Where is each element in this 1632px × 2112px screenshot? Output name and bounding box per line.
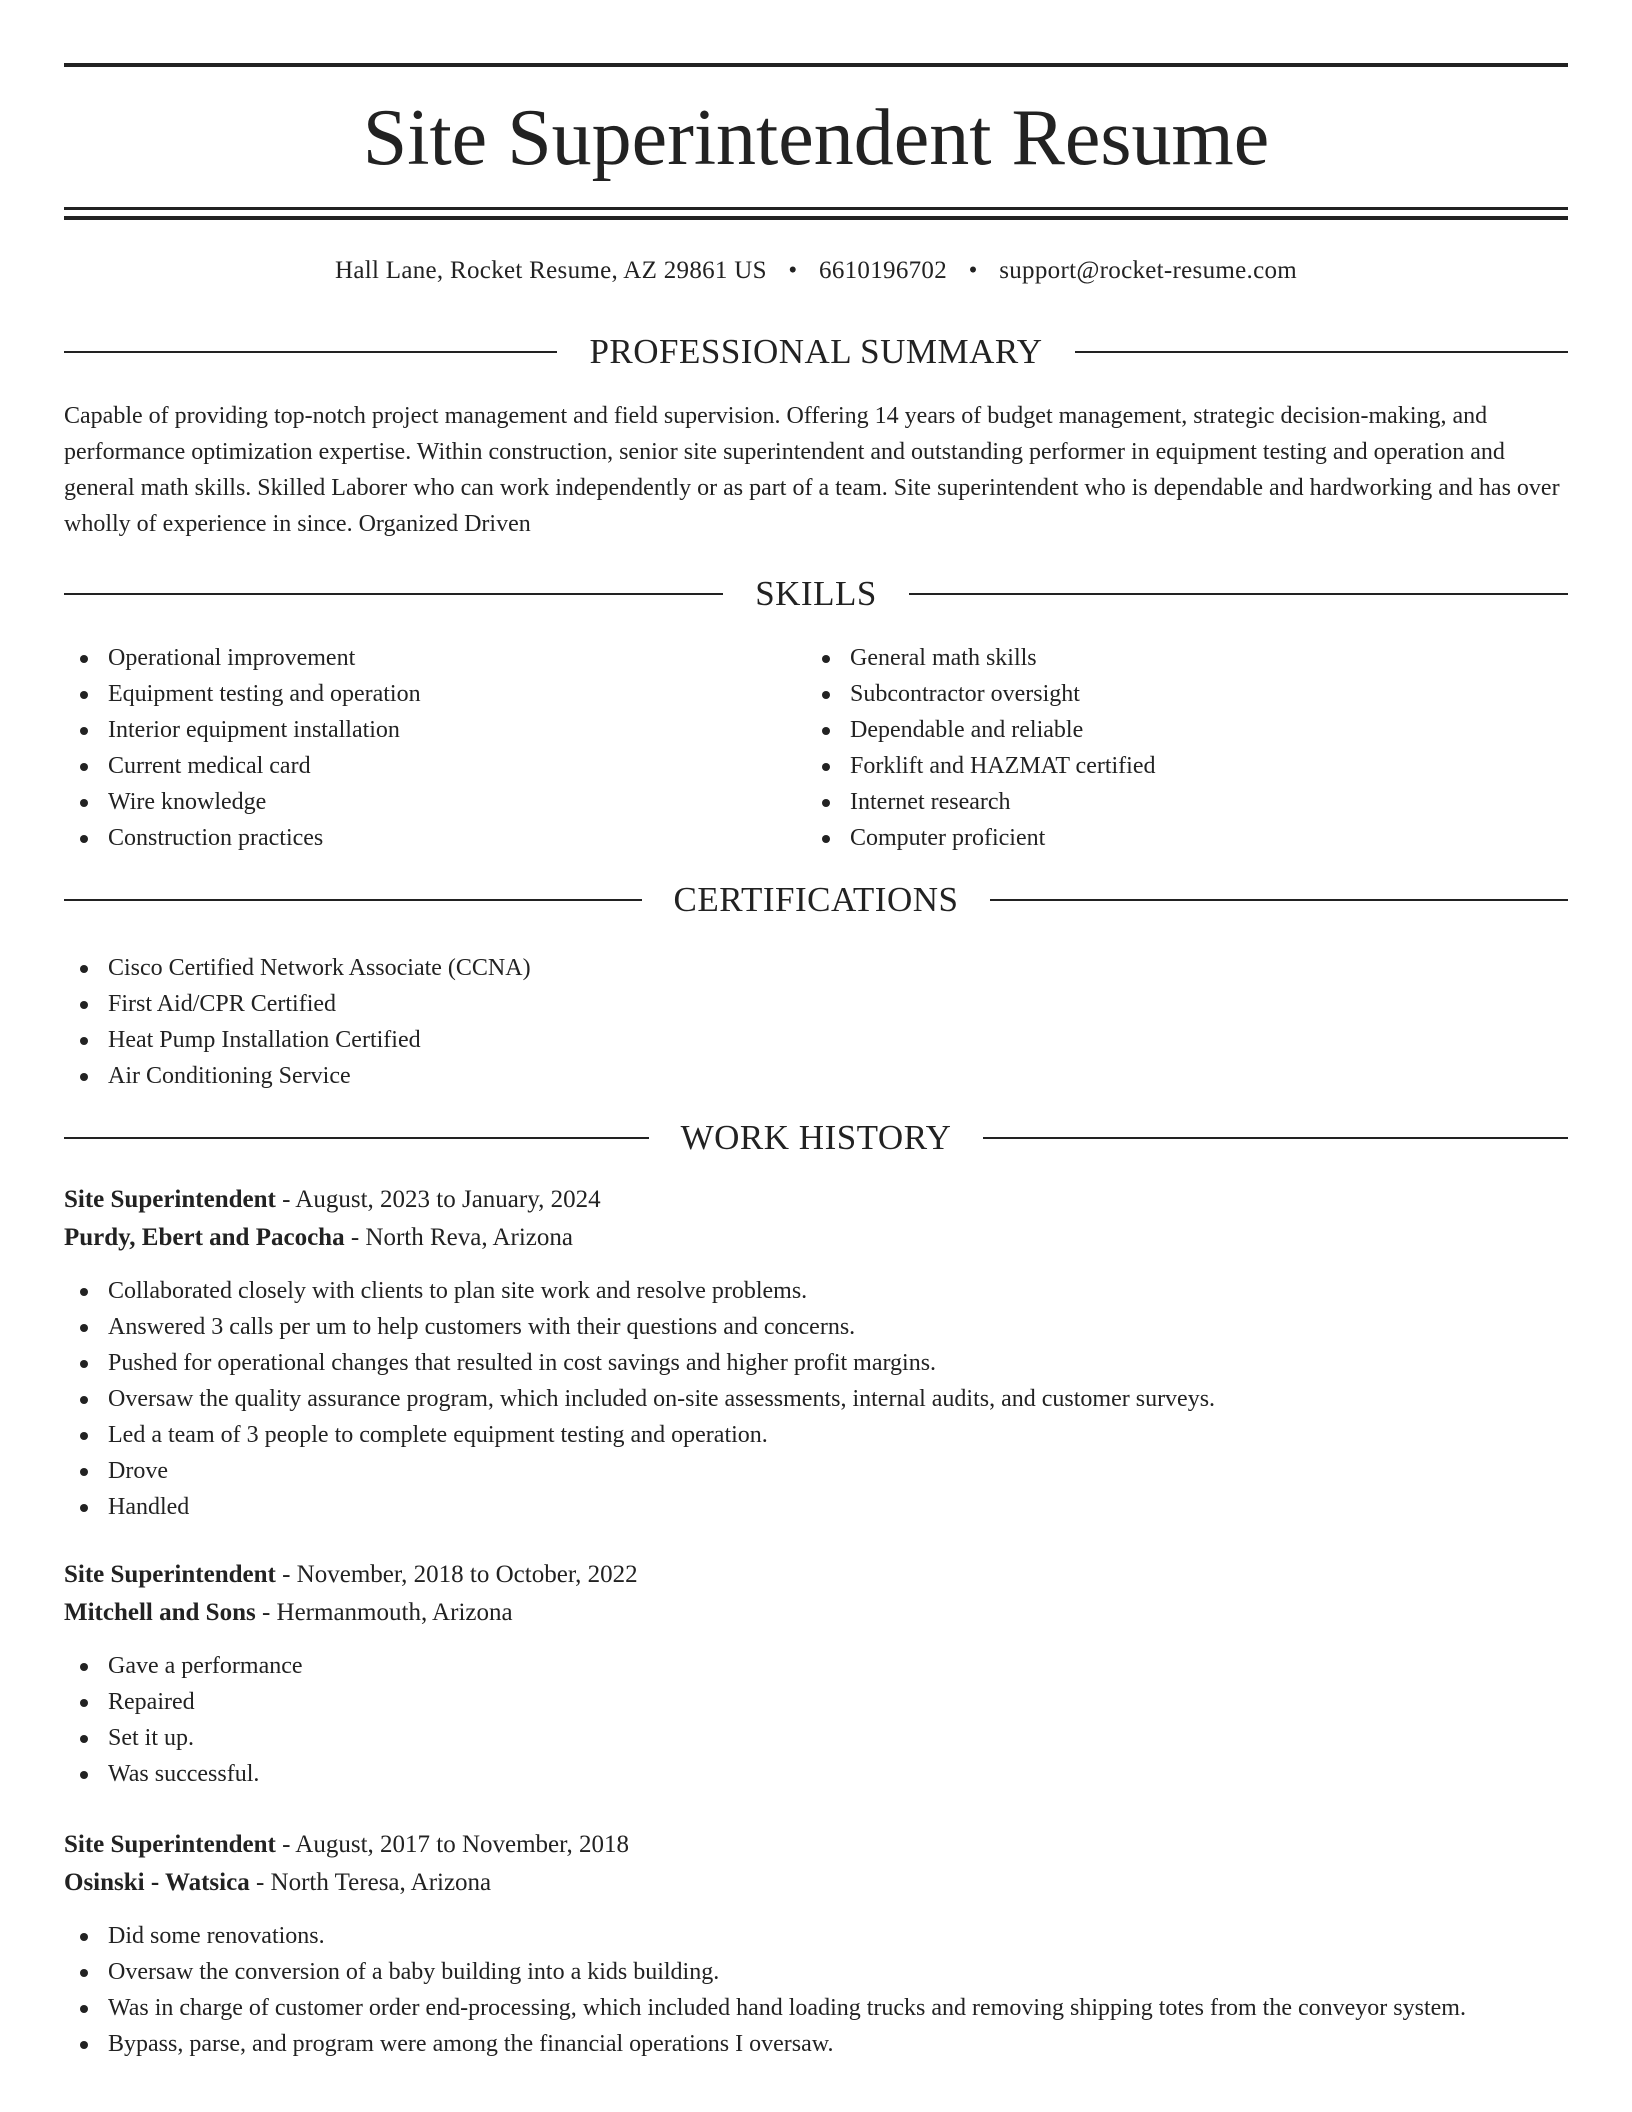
- job-location: - North Teresa, Arizona: [249, 1869, 492, 1896]
- job-company: Purdy, Ebert and Pacocha: [64, 1224, 345, 1251]
- contact-phone: 6610196702: [819, 257, 948, 284]
- job-dates: - August, 2017 to November, 2018: [275, 1831, 629, 1858]
- skill-item: Dependable and reliable: [806, 712, 1506, 748]
- skill-item: Forklift and HAZMAT certified: [806, 748, 1506, 784]
- job-bullet: Repaired: [64, 1684, 1568, 1720]
- skills-heading: [64, 572, 1568, 616]
- job-title-row: [64, 1556, 1568, 1594]
- heading-rule: [990, 899, 1568, 901]
- heading-rule: [909, 593, 1568, 595]
- skill-item: Operational improvement: [64, 640, 804, 676]
- contact-email: support@rocket-resume.com: [999, 257, 1298, 284]
- job-location: - North Reva, Arizona: [344, 1224, 573, 1251]
- contact-separator: •: [968, 257, 978, 284]
- work-history-heading: [64, 1116, 1568, 1160]
- job-company-row: [64, 1864, 1568, 1902]
- heading-rule: [1075, 351, 1568, 353]
- job-role: Site Superintendent: [64, 1831, 276, 1858]
- job-role: Site Superintendent: [64, 1561, 276, 1588]
- contact-address: Hall Lane, Rocket Resume, AZ 29861 US: [334, 257, 767, 284]
- job-bullet: Did some renovations.: [64, 1918, 1568, 1954]
- job-company: Mitchell and Sons: [64, 1599, 256, 1626]
- certifications-list: [64, 950, 1064, 1094]
- skill-item: Internet research: [806, 784, 1506, 820]
- job-bullet: Gave a performance: [64, 1648, 1568, 1684]
- job-bullet: Answered 3 calls per um to help customers with their questions and concerns.: [64, 1309, 1568, 1345]
- skills-column-right: [806, 640, 1506, 856]
- skill-item: Construction practices: [64, 820, 804, 856]
- contact-line: [64, 254, 1568, 288]
- skill-item: Subcontractor oversight: [806, 676, 1506, 712]
- summary-heading: [64, 330, 1568, 374]
- heading-rule: [64, 351, 557, 353]
- job-dates: - November, 2018 to October, 2022: [275, 1561, 638, 1588]
- job-title-row: [64, 1181, 1568, 1219]
- job-title-row: [64, 1826, 1568, 1864]
- job-bullet: Pushed for operational changes that resulted in cost savings and higher profit margins.: [64, 1345, 1568, 1381]
- job-company-row: [64, 1594, 1568, 1632]
- job-location: - Hermanmouth, Arizona: [255, 1599, 513, 1626]
- page-title: Site Superintendent Resume: [362, 94, 1270, 182]
- skill-item: Computer proficient: [806, 820, 1506, 856]
- certifications-heading-label: CERTIFICATIONS: [673, 880, 959, 919]
- job-bullet: Collaborated closely with clients to plan site work and resolve problems.: [64, 1273, 1568, 1309]
- certifications-heading: [64, 878, 1568, 922]
- top-rule: [64, 63, 1568, 67]
- heading-rule: [64, 593, 723, 595]
- certification-item: Cisco Certified Network Associate (CCNA): [64, 950, 1064, 986]
- title-rule-lower: [64, 216, 1568, 220]
- heading-rule: [64, 1137, 649, 1139]
- job-bullet: Set it up.: [64, 1720, 1568, 1756]
- job-entry: [64, 1556, 1568, 1792]
- summary-text: Capable of providing top-notch project management and field supervision. Offering 14 years of budget management, strategic decision-making, and performance optimization expertise. Within construction, senior site superintendent and outstanding performer in equipment testing and operation and general math skills. Skilled Laborer who can work independently or as part of a team. Site superintendent who is dependable and hardworking and has over wholly of experience in since. Organized Driven: [64, 403, 1560, 537]
- job-bullet: Was in charge of customer order end-processing, which included hand loading trucks and removing shipping totes from the conveyor system.: [64, 1990, 1568, 2026]
- summary-heading-label: PROFESSIONAL SUMMARY: [589, 332, 1043, 371]
- heading-rule: [64, 899, 642, 901]
- job-bullet: Handled: [64, 1489, 1568, 1525]
- contact-separator: •: [788, 257, 798, 284]
- work-history-heading-label: WORK HISTORY: [680, 1118, 952, 1157]
- job-entry: [64, 1826, 1568, 2062]
- skill-item: General math skills: [806, 640, 1506, 676]
- job-bullet: Oversaw the quality assurance program, which included on-site assessments, internal audits, and customer surveys.: [64, 1381, 1568, 1417]
- job-bullet: Bypass, parse, and program were among the financial operations I oversaw.: [64, 2026, 1568, 2062]
- title-rule-upper: [64, 207, 1568, 210]
- job-company: Osinski - Watsica: [64, 1869, 250, 1896]
- skill-item: Current medical card: [64, 748, 804, 784]
- skills-heading-label: SKILLS: [755, 574, 877, 613]
- job-role: Site Superintendent: [64, 1186, 276, 1213]
- skill-item: Equipment testing and operation: [64, 676, 804, 712]
- skills-column-left: [64, 640, 804, 856]
- job-bullet: Was successful.: [64, 1756, 1568, 1792]
- certification-item: First Aid/CPR Certified: [64, 986, 1064, 1022]
- heading-rule: [983, 1137, 1568, 1139]
- job-entry: [64, 1181, 1568, 1525]
- job-company-row: [64, 1219, 1568, 1257]
- skill-item: Interior equipment installation: [64, 712, 804, 748]
- certification-item: Air Conditioning Service: [64, 1058, 1064, 1094]
- skill-item: Wire knowledge: [64, 784, 804, 820]
- job-bullet: Oversaw the conversion of a baby building into a kids building.: [64, 1954, 1568, 1990]
- job-bullet: Drove: [64, 1453, 1568, 1489]
- job-dates: - August, 2023 to January, 2024: [275, 1186, 601, 1213]
- job-bullet: Led a team of 3 people to complete equipment testing and operation.: [64, 1417, 1568, 1453]
- certification-item: Heat Pump Installation Certified: [64, 1022, 1064, 1058]
